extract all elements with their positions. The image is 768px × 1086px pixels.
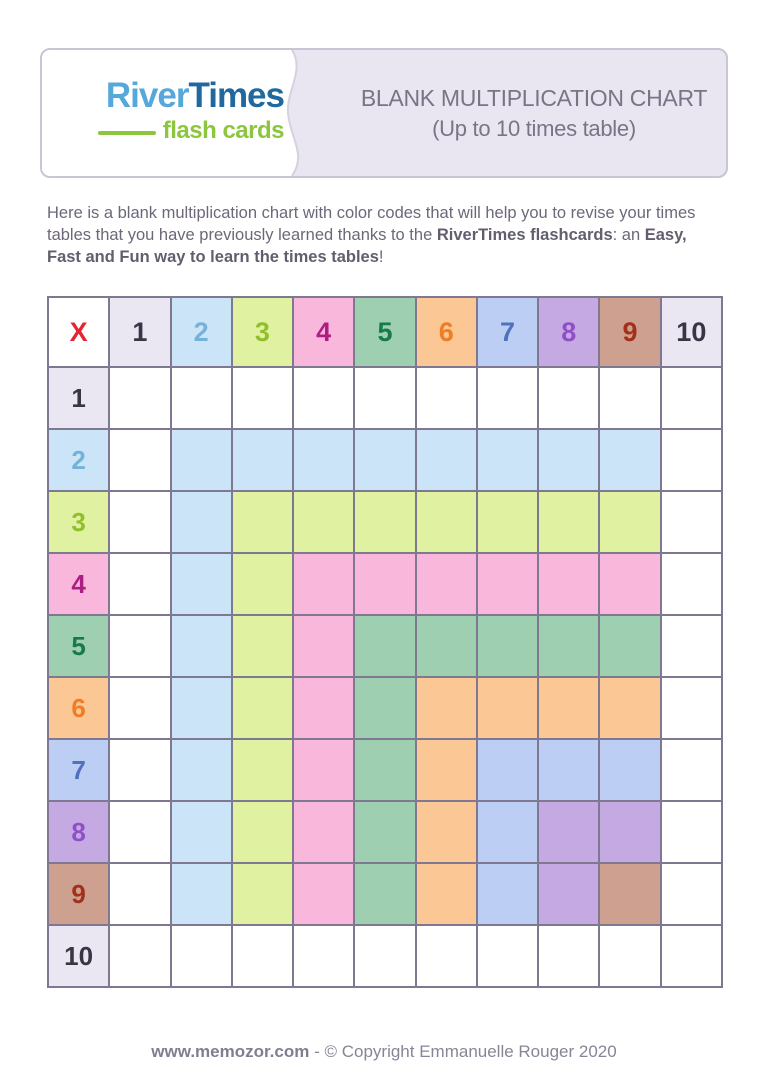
cell-8x6 <box>416 801 477 863</box>
cell-3x5 <box>354 491 415 553</box>
cell-10x3 <box>232 925 293 987</box>
cell-9x5 <box>354 863 415 925</box>
page-title-line2: (Up to 10 times table) <box>432 115 636 141</box>
col-header-8: 8 <box>538 297 599 367</box>
logo-wordmark <box>76 78 284 113</box>
cell-3x7 <box>477 491 538 553</box>
cell-4x1 <box>109 553 170 615</box>
cell-5x1 <box>109 615 170 677</box>
col-header-2: 2 <box>171 297 232 367</box>
cell-4x6 <box>416 553 477 615</box>
cell-4x3 <box>232 553 293 615</box>
cell-7x10 <box>661 739 722 801</box>
table-row-3 <box>48 491 722 553</box>
cell-7x2 <box>171 739 232 801</box>
cell-10x1 <box>109 925 170 987</box>
cell-2x2 <box>171 429 232 491</box>
cell-9x7 <box>477 863 538 925</box>
cell-1x6 <box>416 367 477 429</box>
cell-2x3 <box>232 429 293 491</box>
logo-subtitle-row <box>76 117 284 145</box>
row-header-7: 7 <box>48 739 109 801</box>
rivertimes-logo <box>76 78 284 145</box>
cell-7x5 <box>354 739 415 801</box>
cell-4x8 <box>538 553 599 615</box>
cell-5x6 <box>416 615 477 677</box>
cell-1x7 <box>477 367 538 429</box>
col-header-6: 6 <box>416 297 477 367</box>
cell-2x1 <box>109 429 170 491</box>
cell-1x2 <box>171 367 232 429</box>
cell-10x8 <box>538 925 599 987</box>
cell-2x5 <box>354 429 415 491</box>
cell-5x5 <box>354 615 415 677</box>
cell-9x2 <box>171 863 232 925</box>
column-header-row <box>48 297 722 367</box>
cell-1x4 <box>293 367 354 429</box>
cell-2x4 <box>293 429 354 491</box>
cell-8x1 <box>109 801 170 863</box>
cell-9x3 <box>232 863 293 925</box>
cell-3x3 <box>232 491 293 553</box>
cell-9x9 <box>599 863 660 925</box>
cell-3x8 <box>538 491 599 553</box>
table-row-10 <box>48 925 722 987</box>
cell-6x7 <box>477 677 538 739</box>
table-row-8 <box>48 801 722 863</box>
footer-site: www.memozor.com <box>151 1042 310 1061</box>
cell-3x10 <box>661 491 722 553</box>
logo-river-text: River <box>105 76 189 115</box>
cell-6x1 <box>109 677 170 739</box>
row-header-6: 6 <box>48 677 109 739</box>
cell-10x10 <box>661 925 722 987</box>
cell-9x8 <box>538 863 599 925</box>
cell-6x8 <box>538 677 599 739</box>
logo-times-text: Times <box>188 76 284 115</box>
cell-2x10 <box>661 429 722 491</box>
cell-9x1 <box>109 863 170 925</box>
cell-4x9 <box>599 553 660 615</box>
cell-3x1 <box>109 491 170 553</box>
cell-2x7 <box>477 429 538 491</box>
cell-4x7 <box>477 553 538 615</box>
cell-10x7 <box>477 925 538 987</box>
page-title-line1: BLANK MULTIPLICATION CHART <box>360 84 708 111</box>
cell-1x8 <box>538 367 599 429</box>
multiplication-table <box>47 296 723 988</box>
cell-6x4 <box>293 677 354 739</box>
cell-1x3 <box>232 367 293 429</box>
cell-6x3 <box>232 677 293 739</box>
cell-9x4 <box>293 863 354 925</box>
cell-7x7 <box>477 739 538 801</box>
cell-4x4 <box>293 553 354 615</box>
cell-3x9 <box>599 491 660 553</box>
cell-6x10 <box>661 677 722 739</box>
intro-text-1: Here is a blank multiplication chart with color codes that will help you to revise your times tables that you have previously learned thanks to the <box>47 204 696 244</box>
table-row-2 <box>48 429 722 491</box>
table-row-7 <box>48 739 722 801</box>
cell-3x4 <box>293 491 354 553</box>
cell-8x4 <box>293 801 354 863</box>
cell-6x6 <box>416 677 477 739</box>
cell-4x10 <box>661 553 722 615</box>
row-header-2: 2 <box>48 429 109 491</box>
cell-8x5 <box>354 801 415 863</box>
cell-6x9 <box>599 677 660 739</box>
col-header-4: 4 <box>293 297 354 367</box>
col-header-5: 5 <box>354 297 415 367</box>
cell-10x4 <box>293 925 354 987</box>
intro-bold-flashcards: RiverTimes flashcards <box>436 225 613 244</box>
page-title <box>342 50 726 176</box>
row-header-8: 8 <box>48 801 109 863</box>
cell-6x5 <box>354 677 415 739</box>
cell-5x9 <box>599 615 660 677</box>
footer-copyright-text: © Copyright Emmanuelle Rouger 2020 <box>324 1042 617 1061</box>
table-row-1 <box>48 367 722 429</box>
cell-1x9 <box>599 367 660 429</box>
table-row-4 <box>48 553 722 615</box>
cell-2x8 <box>538 429 599 491</box>
cell-5x8 <box>538 615 599 677</box>
cell-2x9 <box>599 429 660 491</box>
cell-7x3 <box>232 739 293 801</box>
table-row-5 <box>48 615 722 677</box>
cell-6x2 <box>171 677 232 739</box>
cell-10x5 <box>354 925 415 987</box>
multiplication-chart <box>47 296 723 988</box>
cell-7x4 <box>293 739 354 801</box>
row-header-3: 3 <box>48 491 109 553</box>
intro-paragraph <box>47 203 725 268</box>
row-header-4: 4 <box>48 553 109 615</box>
cell-8x8 <box>538 801 599 863</box>
table-row-9 <box>48 863 722 925</box>
intro-text-3: ! <box>378 247 384 266</box>
cell-7x1 <box>109 739 170 801</box>
intro-text-2: : an <box>612 225 645 244</box>
logo-flashcards-text: flash cards <box>162 117 284 144</box>
col-header-10: 10 <box>661 297 722 367</box>
cell-2x6 <box>416 429 477 491</box>
cell-5x2 <box>171 615 232 677</box>
col-header-9: 9 <box>599 297 660 367</box>
cell-8x10 <box>661 801 722 863</box>
cell-5x3 <box>232 615 293 677</box>
cell-1x1 <box>109 367 170 429</box>
cell-8x9 <box>599 801 660 863</box>
cell-5x4 <box>293 615 354 677</box>
cell-5x10 <box>661 615 722 677</box>
row-header-9: 9 <box>48 863 109 925</box>
row-header-5: 5 <box>48 615 109 677</box>
cell-3x6 <box>416 491 477 553</box>
cell-5x7 <box>477 615 538 677</box>
col-header-7: 7 <box>477 297 538 367</box>
row-header-10: 10 <box>48 925 109 987</box>
cell-3x2 <box>171 491 232 553</box>
footer-copyright <box>0 1042 768 1062</box>
intro-bold-easy-fast-fun: Easy, Fast and Fun way to learn the times tables <box>47 225 687 266</box>
cell-10x2 <box>171 925 232 987</box>
cell-9x6 <box>416 863 477 925</box>
cell-7x9 <box>599 739 660 801</box>
logo-dash-line <box>98 131 156 135</box>
col-header-1: 1 <box>109 297 170 367</box>
cell-4x5 <box>354 553 415 615</box>
cell-8x7 <box>477 801 538 863</box>
row-header-1: 1 <box>48 367 109 429</box>
corner-x-cell: X <box>48 297 109 367</box>
cell-1x10 <box>661 367 722 429</box>
cell-9x10 <box>661 863 722 925</box>
cell-7x8 <box>538 739 599 801</box>
cell-4x2 <box>171 553 232 615</box>
cell-10x9 <box>599 925 660 987</box>
table-row-6 <box>48 677 722 739</box>
cell-8x3 <box>232 801 293 863</box>
cell-7x6 <box>416 739 477 801</box>
footer-separator: - <box>309 1042 325 1061</box>
cell-10x6 <box>416 925 477 987</box>
header-banner <box>40 48 728 178</box>
col-header-3: 3 <box>232 297 293 367</box>
cell-1x5 <box>354 367 415 429</box>
cell-8x2 <box>171 801 232 863</box>
